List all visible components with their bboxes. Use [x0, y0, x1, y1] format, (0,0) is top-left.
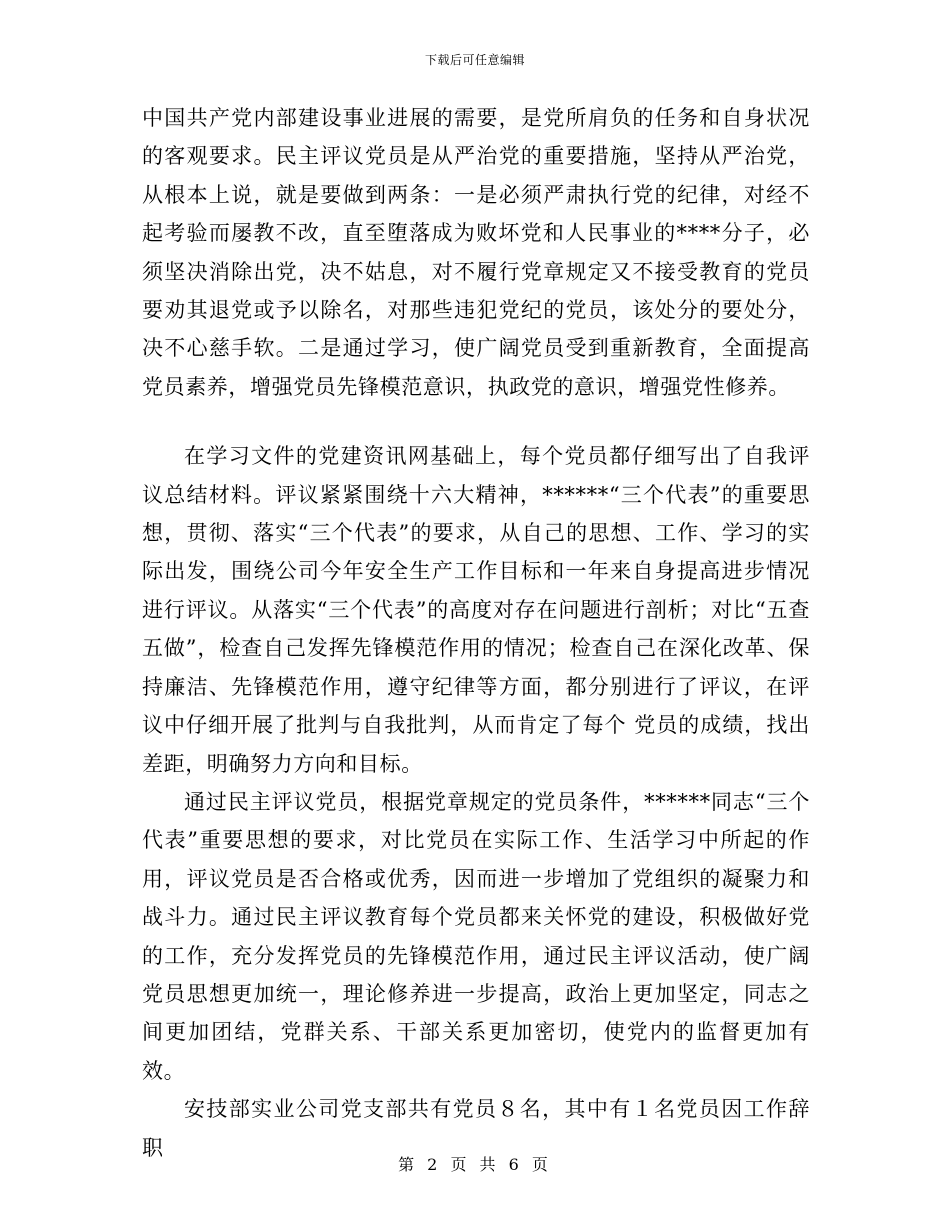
- page-footer: 第 2 页 共 6 页: [398, 1155, 552, 1174]
- paragraph-party-branch: 安技部实业公司党支部共有党员８名，其中有１名党员因工作辞职: [142, 1097, 810, 1160]
- paragraph-self-evaluation: 在学习文件的党建资讯网基础上，每个党员都仔细写出了自我评议总结材料。评议紧紧围绕十六大精神，******“三个代表”的重要思想，贯彻、落实“三个代表”的要求，从自己的思想、工作、学习的实际出发，围绕公司今年安全生产工作目标和一年来自身提高进步情况进行评议。从落实“三个代表”的高度对存在问题进行剖析；对比“五查五做”，检查自己发挥先锋模范作用的情况；检查自己在深化改革、保持廉洁、先锋模范作用，遵守纪律等方面，都分别进行了评议，在评议中仔细开展了批判与自我批判，从而肯定了每个 党员的成绩，找出差距，明确努力方向和目标。: [142, 444, 810, 776]
- paragraph-democratic-review: 通过民主评议党员，根据党章规定的党员条件，******同志“三个代表”重要思想的要求，对比党员在实际工作、生活学习中所起的作用，评议党员是否合格或优秀，因而进一步增加了党组织的凝聚力和战斗力。通过民主评议教育每个党员都来关怀党的建设，积极做好党的工作，充分发挥党员的先锋模范作用，通过民主评议活动，使广阔党员思想更加统一，理论修养进一步提高，政治上更加坚定，同志之间更加团结，党群关系、干部关系更加密切，使党内的监督更加有效。: [142, 789, 810, 1083]
- paragraph-continuation: 中国共产党内部建设事业进展的需要，是党所肩负的任务和自身状况的客观要求。民主评议党员是从严治党的重要措施，坚持从严治党，从根本上说，就是要做到两条：一是必须严肃执行党的纪律，对经不起考验而屡教不改，直至堕落成为败坏党和人民事业的****分子，必须坚决消除出党，决不姑息，对不履行党章规定又不接受教育的党员要劝其退党或予以除名，对那些违犯党纪的党员，该处分的要处分，决不心慈手软。二是通过学习，使广阔党员受到重新教育，全面提高党员素养，增强党员先锋模范意识，执政党的意识，增强党性修养。: [142, 106, 810, 399]
- document-body: [142, 99, 810, 1167]
- page-header: 下载后可任意编辑: [424, 53, 525, 67]
